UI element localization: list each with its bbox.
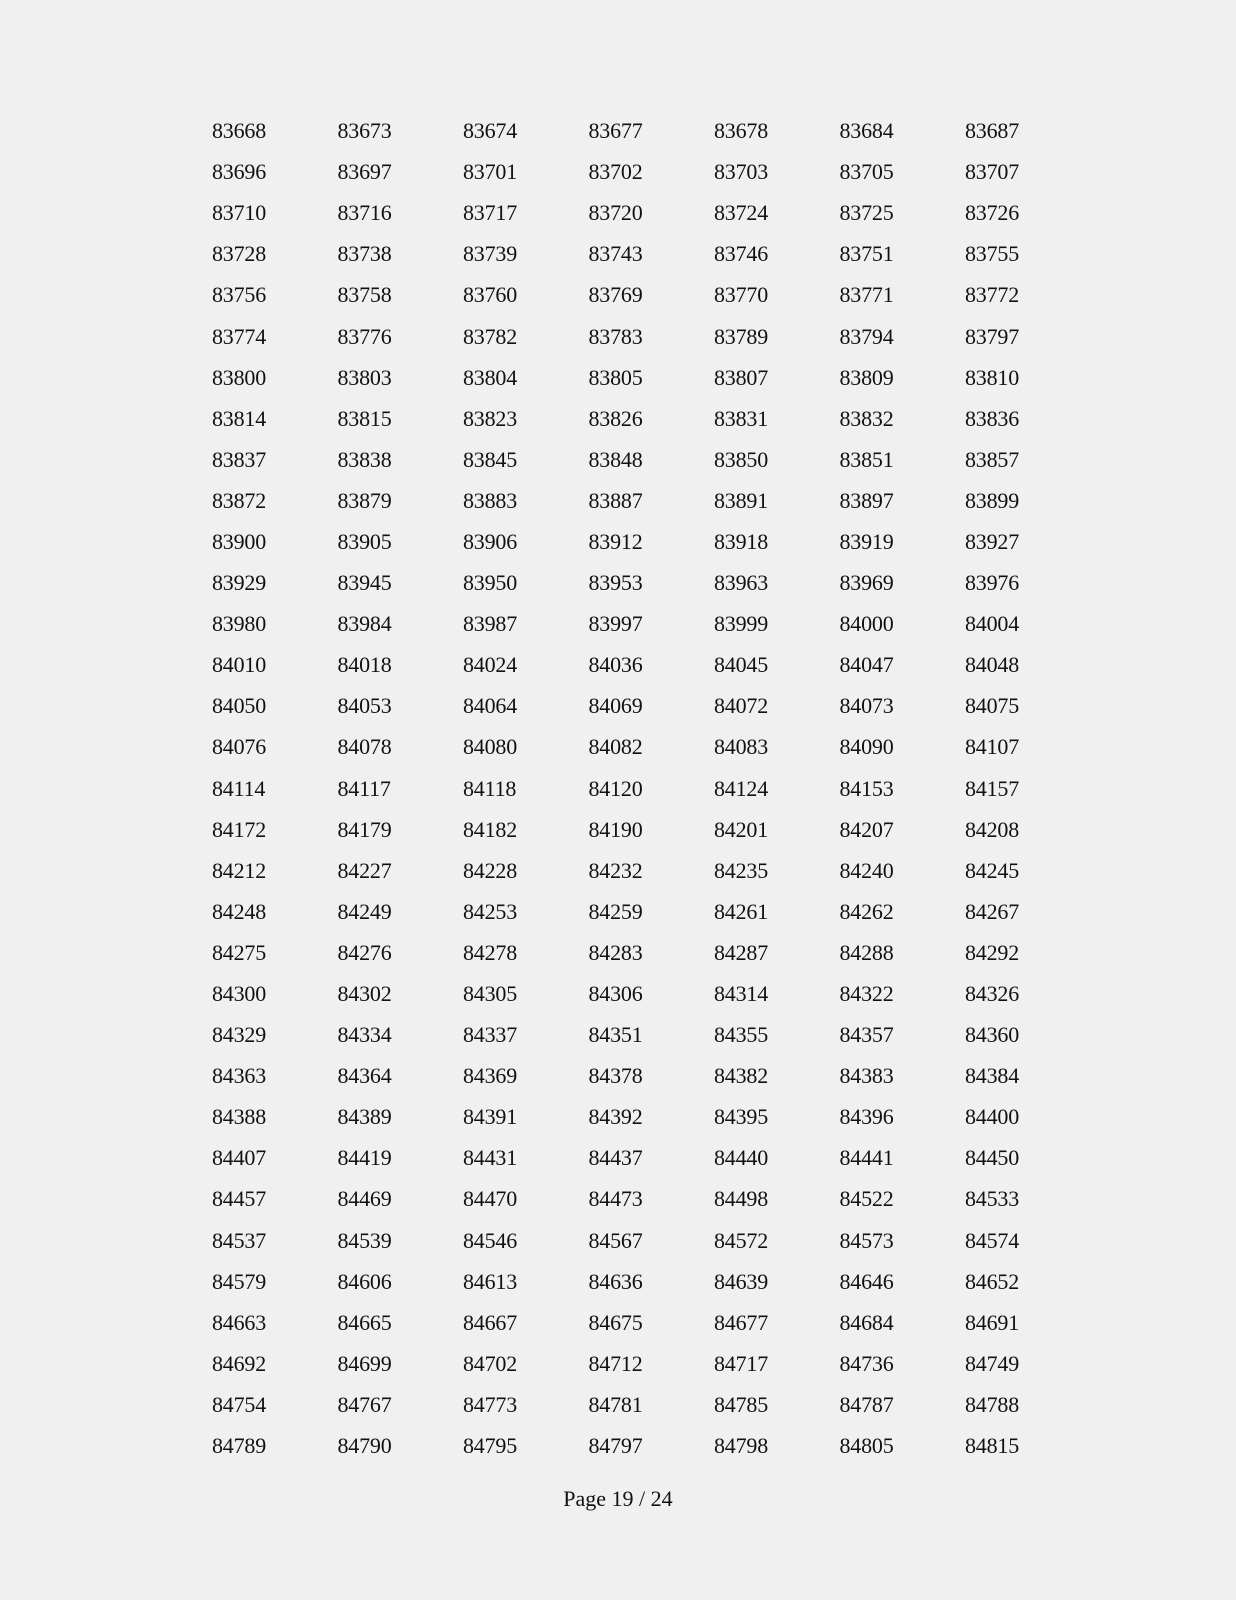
table-row [212, 1178, 1091, 1219]
table-cell: 83837 [212, 446, 267, 472]
table-cell: 83883 [463, 487, 518, 513]
table-row [212, 726, 1091, 767]
table-cell: 83836 [965, 405, 1020, 431]
table-cell: 84457 [212, 1186, 267, 1212]
table-cell: 83774 [212, 323, 267, 349]
table-cell: 84287 [714, 939, 769, 965]
table-row [212, 480, 1091, 521]
table-cell: 83803 [337, 364, 392, 390]
table-cell: 83758 [337, 282, 392, 308]
table-cell: 84322 [839, 981, 894, 1007]
table-cell: 83845 [463, 446, 518, 472]
table-cell: 84400 [965, 1104, 1020, 1130]
table-cell: 84749 [965, 1350, 1020, 1376]
table-cell: 84383 [839, 1063, 894, 1089]
table-row [212, 1343, 1091, 1384]
table-cell: 83851 [839, 446, 894, 472]
table-row [212, 521, 1091, 562]
table-cell: 83696 [212, 159, 267, 185]
table-cell: 84261 [714, 898, 769, 924]
table-cell: 83814 [212, 405, 267, 431]
table-cell: 83776 [337, 323, 392, 349]
table-cell: 84613 [463, 1268, 518, 1294]
table-cell: 84389 [337, 1104, 392, 1130]
table-cell: 83879 [337, 487, 392, 513]
table-cell: 84450 [965, 1145, 1020, 1171]
table-cell: 84227 [337, 857, 392, 883]
table-cell: 84153 [839, 775, 894, 801]
table-cell: 84292 [965, 939, 1020, 965]
table-cell: 84306 [588, 981, 643, 1007]
table-cell: 84537 [212, 1227, 267, 1253]
table-row [212, 1014, 1091, 1055]
table-cell: 83800 [212, 364, 267, 390]
table-cell: 84283 [588, 939, 643, 965]
table-cell: 84201 [714, 816, 769, 842]
table-cell: 84182 [463, 816, 518, 842]
table-cell: 83720 [588, 200, 643, 226]
table-cell: 84107 [965, 734, 1020, 760]
table-cell: 83678 [714, 118, 769, 144]
table-row [212, 891, 1091, 932]
table-row [212, 1425, 1091, 1466]
table-cell: 84636 [588, 1268, 643, 1294]
table-row [212, 274, 1091, 315]
table-cell: 84699 [337, 1350, 392, 1376]
table-cell: 84082 [588, 734, 643, 760]
table-cell: 84075 [965, 693, 1020, 719]
table-cell: 84539 [337, 1227, 392, 1253]
table-cell: 83987 [463, 611, 518, 637]
table-cell: 83919 [839, 528, 894, 554]
table-cell: 83756 [212, 282, 267, 308]
table-cell: 83760 [463, 282, 518, 308]
page-footer: Page 19 / 24 [563, 1486, 673, 1511]
table-row [212, 357, 1091, 398]
table-cell: 84351 [588, 1022, 643, 1048]
table-cell: 83738 [337, 241, 392, 267]
table-cell: 84240 [839, 857, 894, 883]
table-cell: 84276 [337, 939, 392, 965]
table-cell: 83673 [337, 118, 392, 144]
table-cell: 83848 [588, 446, 643, 472]
table-cell: 84212 [212, 857, 267, 883]
table-cell: 84363 [212, 1063, 267, 1089]
table-cell: 84391 [463, 1104, 518, 1130]
table-cell: 84288 [839, 939, 894, 965]
table-row [212, 398, 1091, 439]
table-cell: 84334 [337, 1022, 392, 1048]
table-cell: 84712 [588, 1350, 643, 1376]
table-row [212, 233, 1091, 274]
table-cell: 84567 [588, 1227, 643, 1253]
table-row [212, 932, 1091, 973]
table-cell: 84646 [839, 1268, 894, 1294]
table-cell: 84314 [714, 981, 769, 1007]
table-cell: 84048 [965, 652, 1020, 678]
table-row [212, 1261, 1091, 1302]
table-cell: 83850 [714, 446, 769, 472]
table-cell: 84190 [588, 816, 643, 842]
table-row [212, 151, 1091, 192]
table-cell: 84787 [839, 1391, 894, 1417]
table-cell: 84114 [212, 775, 266, 801]
table-cell: 84010 [212, 652, 267, 678]
table-cell: 84072 [714, 693, 769, 719]
table-cell: 83929 [212, 570, 267, 596]
table-cell: 84384 [965, 1063, 1020, 1089]
table-cell: 83984 [337, 611, 392, 637]
table-cell: 83900 [212, 528, 267, 554]
table-cell: 83728 [212, 241, 267, 267]
table-cell: 84437 [588, 1145, 643, 1171]
table-row [212, 1096, 1091, 1137]
table-cell: 84684 [839, 1309, 894, 1335]
table-cell: 84326 [965, 981, 1020, 1007]
table-cell: 84078 [337, 734, 392, 760]
table-cell: 84208 [965, 816, 1020, 842]
table-row [212, 1055, 1091, 1096]
table-cell: 84228 [463, 857, 518, 883]
table-cell: 83755 [965, 241, 1020, 267]
table-cell: 83905 [337, 528, 392, 554]
table-cell: 83794 [839, 323, 894, 349]
table-cell: 84248 [212, 898, 267, 924]
table-cell: 84677 [714, 1309, 769, 1335]
table-cell: 83963 [714, 570, 769, 596]
table-cell: 84469 [337, 1186, 392, 1212]
table-cell: 83912 [588, 528, 643, 554]
table-cell: 84118 [463, 775, 517, 801]
table-cell: 83772 [965, 282, 1020, 308]
table-cell: 83716 [337, 200, 392, 226]
table-cell: 83771 [839, 282, 894, 308]
table-cell: 84047 [839, 652, 894, 678]
table-cell: 83739 [463, 241, 518, 267]
table-cell: 84663 [212, 1309, 267, 1335]
table-cell: 83725 [839, 200, 894, 226]
table-cell: 84018 [337, 652, 392, 678]
table-cell: 84639 [714, 1268, 769, 1294]
table-cell: 83701 [463, 159, 518, 185]
table-cell: 84795 [463, 1433, 518, 1459]
table-cell: 84235 [714, 857, 769, 883]
table-cell: 83702 [588, 159, 643, 185]
table-cell: 84053 [337, 693, 392, 719]
table-cell: 84790 [337, 1433, 392, 1459]
table-cell: 83746 [714, 241, 769, 267]
table-cell: 83823 [463, 405, 518, 431]
table-cell: 84305 [463, 981, 518, 1007]
table-cell: 84278 [463, 939, 518, 965]
table-cell: 83705 [839, 159, 894, 185]
table-cell: 84124 [714, 775, 769, 801]
table-cell: 84789 [212, 1433, 267, 1459]
table-cell: 83997 [588, 611, 643, 637]
table-row [212, 850, 1091, 891]
table-cell: 84785 [714, 1391, 769, 1417]
table-cell: 84076 [212, 734, 267, 760]
table-cell: 84702 [463, 1350, 518, 1376]
table-cell: 84498 [714, 1186, 769, 1212]
table-row [212, 973, 1091, 1014]
table-cell: 84805 [839, 1433, 894, 1459]
table-row [212, 1384, 1091, 1425]
table-cell: 83687 [965, 118, 1020, 144]
table-cell: 84364 [337, 1063, 392, 1089]
table-cell: 83887 [588, 487, 643, 513]
table-cell: 84064 [463, 693, 518, 719]
table-cell: 84675 [588, 1309, 643, 1335]
table-cell: 84249 [337, 898, 392, 924]
table-cell: 84369 [463, 1063, 518, 1089]
table-cell: 84667 [463, 1309, 518, 1335]
table-cell: 84773 [463, 1391, 518, 1417]
table-cell: 84572 [714, 1227, 769, 1253]
table-cell: 84120 [588, 775, 643, 801]
table-cell: 83899 [965, 487, 1020, 513]
table-cell: 83707 [965, 159, 1020, 185]
table-cell: 84754 [212, 1391, 267, 1417]
table-row [212, 644, 1091, 685]
table-cell: 84245 [965, 857, 1020, 883]
table-cell: 83980 [212, 611, 267, 637]
table-cell: 84815 [965, 1433, 1020, 1459]
table-cell: 84253 [463, 898, 518, 924]
table-cell: 84441 [839, 1145, 894, 1171]
table-cell: 84004 [965, 611, 1020, 637]
table-cell: 84083 [714, 734, 769, 760]
table-cell: 83891 [714, 487, 769, 513]
number-table [212, 110, 1091, 1466]
table-cell: 83897 [839, 487, 894, 513]
table-cell: 84337 [463, 1022, 518, 1048]
table-row [212, 315, 1091, 356]
table-cell: 83872 [212, 487, 267, 513]
table-cell: 84355 [714, 1022, 769, 1048]
table-cell: 84259 [588, 898, 643, 924]
table-row [212, 1220, 1091, 1261]
table-cell: 83804 [463, 364, 518, 390]
table-cell: 84798 [714, 1433, 769, 1459]
table-cell: 83807 [714, 364, 769, 390]
table-cell: 84579 [212, 1268, 267, 1294]
table-cell: 83809 [839, 364, 894, 390]
table-cell: 84407 [212, 1145, 267, 1171]
table-cell: 84395 [714, 1104, 769, 1130]
table-cell: 84470 [463, 1186, 518, 1212]
table-cell: 83789 [714, 323, 769, 349]
table-cell: 84736 [839, 1350, 894, 1376]
table-cell: 83677 [588, 118, 643, 144]
table-cell: 84440 [714, 1145, 769, 1171]
table-row [212, 768, 1091, 809]
table-cell: 84606 [337, 1268, 392, 1294]
table-cell: 84522 [839, 1186, 894, 1212]
table-cell: 84050 [212, 693, 267, 719]
table-cell: 83999 [714, 611, 769, 637]
table-cell: 83918 [714, 528, 769, 554]
table-cell: 83703 [714, 159, 769, 185]
table-cell: 84232 [588, 857, 643, 883]
table-cell: 84262 [839, 898, 894, 924]
table-row [212, 110, 1091, 151]
table-row [212, 192, 1091, 233]
table-cell: 83769 [588, 282, 643, 308]
table-cell: 84073 [839, 693, 894, 719]
table-row [212, 562, 1091, 603]
table-cell: 83674 [463, 118, 518, 144]
table-cell: 84378 [588, 1063, 643, 1089]
table-cell: 84788 [965, 1391, 1020, 1417]
table-cell: 84781 [588, 1391, 643, 1417]
table-cell: 83832 [839, 405, 894, 431]
table-cell: 84767 [337, 1391, 392, 1417]
table-cell: 84024 [463, 652, 518, 678]
table-cell: 84546 [463, 1227, 518, 1253]
table-cell: 83743 [588, 241, 643, 267]
table-cell: 84179 [337, 816, 392, 842]
table-cell: 84692 [212, 1350, 267, 1376]
table-cell: 84382 [714, 1063, 769, 1089]
table-cell: 83815 [337, 405, 392, 431]
table-cell: 84388 [212, 1104, 267, 1130]
table-cell: 84090 [839, 734, 894, 760]
table-row [212, 809, 1091, 850]
table-cell: 84300 [212, 981, 267, 1007]
table-cell: 84419 [337, 1145, 392, 1171]
table-cell: 84473 [588, 1186, 643, 1212]
table-cell: 84207 [839, 816, 894, 842]
table-cell: 83782 [463, 323, 518, 349]
table-cell: 83697 [337, 159, 392, 185]
table-row [212, 1137, 1091, 1178]
table-row [212, 1302, 1091, 1343]
table-cell: 83717 [463, 200, 518, 226]
table-cell: 84267 [965, 898, 1020, 924]
table-cell: 83976 [965, 570, 1020, 596]
table-cell: 83857 [965, 446, 1020, 472]
table-cell: 84045 [714, 652, 769, 678]
table-cell: 84157 [965, 775, 1020, 801]
table-cell: 84275 [212, 939, 267, 965]
table-cell: 84302 [337, 981, 392, 1007]
table-cell: 84069 [588, 693, 643, 719]
table-cell: 84360 [965, 1022, 1020, 1048]
table-cell: 83906 [463, 528, 518, 554]
table-cell: 83838 [337, 446, 392, 472]
table-cell: 84691 [965, 1309, 1020, 1335]
table-cell: 83953 [588, 570, 643, 596]
table-cell: 83668 [212, 118, 267, 144]
table-cell: 83927 [965, 528, 1020, 554]
table-cell: 84533 [965, 1186, 1020, 1212]
table-cell: 83770 [714, 282, 769, 308]
table-cell: 84392 [588, 1104, 643, 1130]
table-cell: 83724 [714, 200, 769, 226]
table-cell: 84357 [839, 1022, 894, 1048]
table-cell: 84574 [965, 1227, 1020, 1253]
table-row [212, 685, 1091, 726]
table-cell: 84652 [965, 1268, 1020, 1294]
table-row [212, 439, 1091, 480]
table-cell: 84329 [212, 1022, 267, 1048]
table-cell: 84573 [839, 1227, 894, 1253]
table-cell: 84665 [337, 1309, 392, 1335]
table-cell: 83810 [965, 364, 1020, 390]
table-cell: 83726 [965, 200, 1020, 226]
table-cell: 83831 [714, 405, 769, 431]
table-cell: 84000 [839, 611, 894, 637]
table-cell: 84797 [588, 1433, 643, 1459]
table-cell: 84080 [463, 734, 518, 760]
table-cell: 83684 [839, 118, 894, 144]
number-table-body [212, 110, 1091, 1466]
table-cell: 84172 [212, 816, 267, 842]
table-cell: 84431 [463, 1145, 518, 1171]
table-cell: 83751 [839, 241, 894, 267]
table-cell: 83945 [337, 570, 392, 596]
table-cell: 83783 [588, 323, 643, 349]
table-cell: 83797 [965, 323, 1020, 349]
table-cell: 84396 [839, 1104, 894, 1130]
table-cell: 83950 [463, 570, 518, 596]
table-cell: 83969 [839, 570, 894, 596]
table-cell: 83710 [212, 200, 267, 226]
table-row [212, 603, 1091, 644]
table-cell: 84036 [588, 652, 643, 678]
table-cell: 84717 [714, 1350, 769, 1376]
table-cell: 83826 [588, 405, 643, 431]
table-cell: 84117 [337, 775, 391, 801]
table-cell: 83805 [588, 364, 643, 390]
